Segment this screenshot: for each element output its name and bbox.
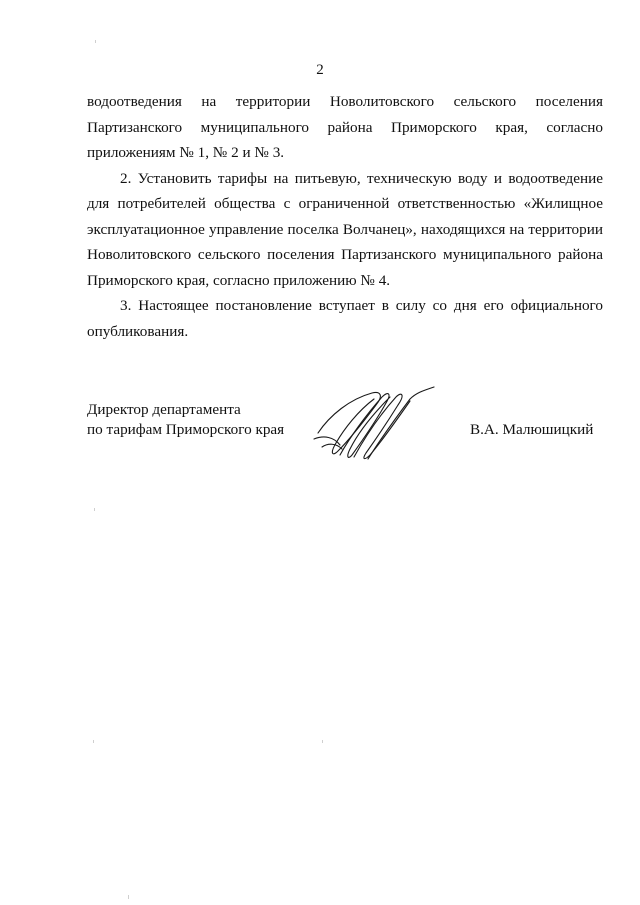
paragraph-2: 2. Установить тарифы на питьевую, техническую воду и водоотведение для потребителей общества с ограниченной ответственностью «Жилищное эксплуатационное управление поселка Волчанец», находящихся на территории Новолитовского сельского поселения Партизанского муниципального района Приморского края, согласно приложению № 4. bbox=[87, 169, 603, 289]
signatory-name: В.А. Малюшицкий bbox=[470, 421, 594, 438]
word: края, bbox=[495, 118, 528, 136]
word: поселения bbox=[535, 93, 603, 110]
word: водоотведения bbox=[87, 93, 182, 110]
signatory-title bbox=[87, 400, 284, 440]
paragraph-3: 3. Настоящее постановление вступает в силу со дня его официального опубликования. bbox=[87, 297, 603, 340]
word: на bbox=[201, 93, 217, 110]
word: территории bbox=[235, 93, 311, 110]
word: Новолитовского bbox=[329, 93, 435, 110]
word: согласно bbox=[546, 118, 603, 136]
paragraph-1-line-3: приложениям № 1, № 2 и № 3. bbox=[87, 144, 285, 161]
paragraph-1-line-2 bbox=[87, 115, 603, 141]
signatory-title-line-1: Директор департамента bbox=[87, 401, 241, 418]
page-number: 2 bbox=[316, 62, 324, 78]
handwritten-signature bbox=[310, 385, 435, 465]
word: Приморского bbox=[391, 118, 477, 136]
paragraph-1-line-1 bbox=[87, 89, 603, 115]
word: Партизанского bbox=[87, 118, 183, 136]
scan-speck bbox=[95, 40, 96, 43]
scan-speck bbox=[128, 895, 129, 899]
word: сельского bbox=[453, 93, 517, 110]
scan-speck bbox=[94, 508, 95, 511]
word: муниципального bbox=[200, 118, 310, 136]
scan-speck bbox=[93, 740, 94, 743]
signatory-title-line-2: по тарифам Приморского края bbox=[87, 421, 285, 438]
scan-speck bbox=[322, 740, 323, 743]
word: района bbox=[327, 118, 373, 136]
document-body bbox=[87, 89, 603, 344]
paragraph-1 bbox=[87, 89, 603, 166]
